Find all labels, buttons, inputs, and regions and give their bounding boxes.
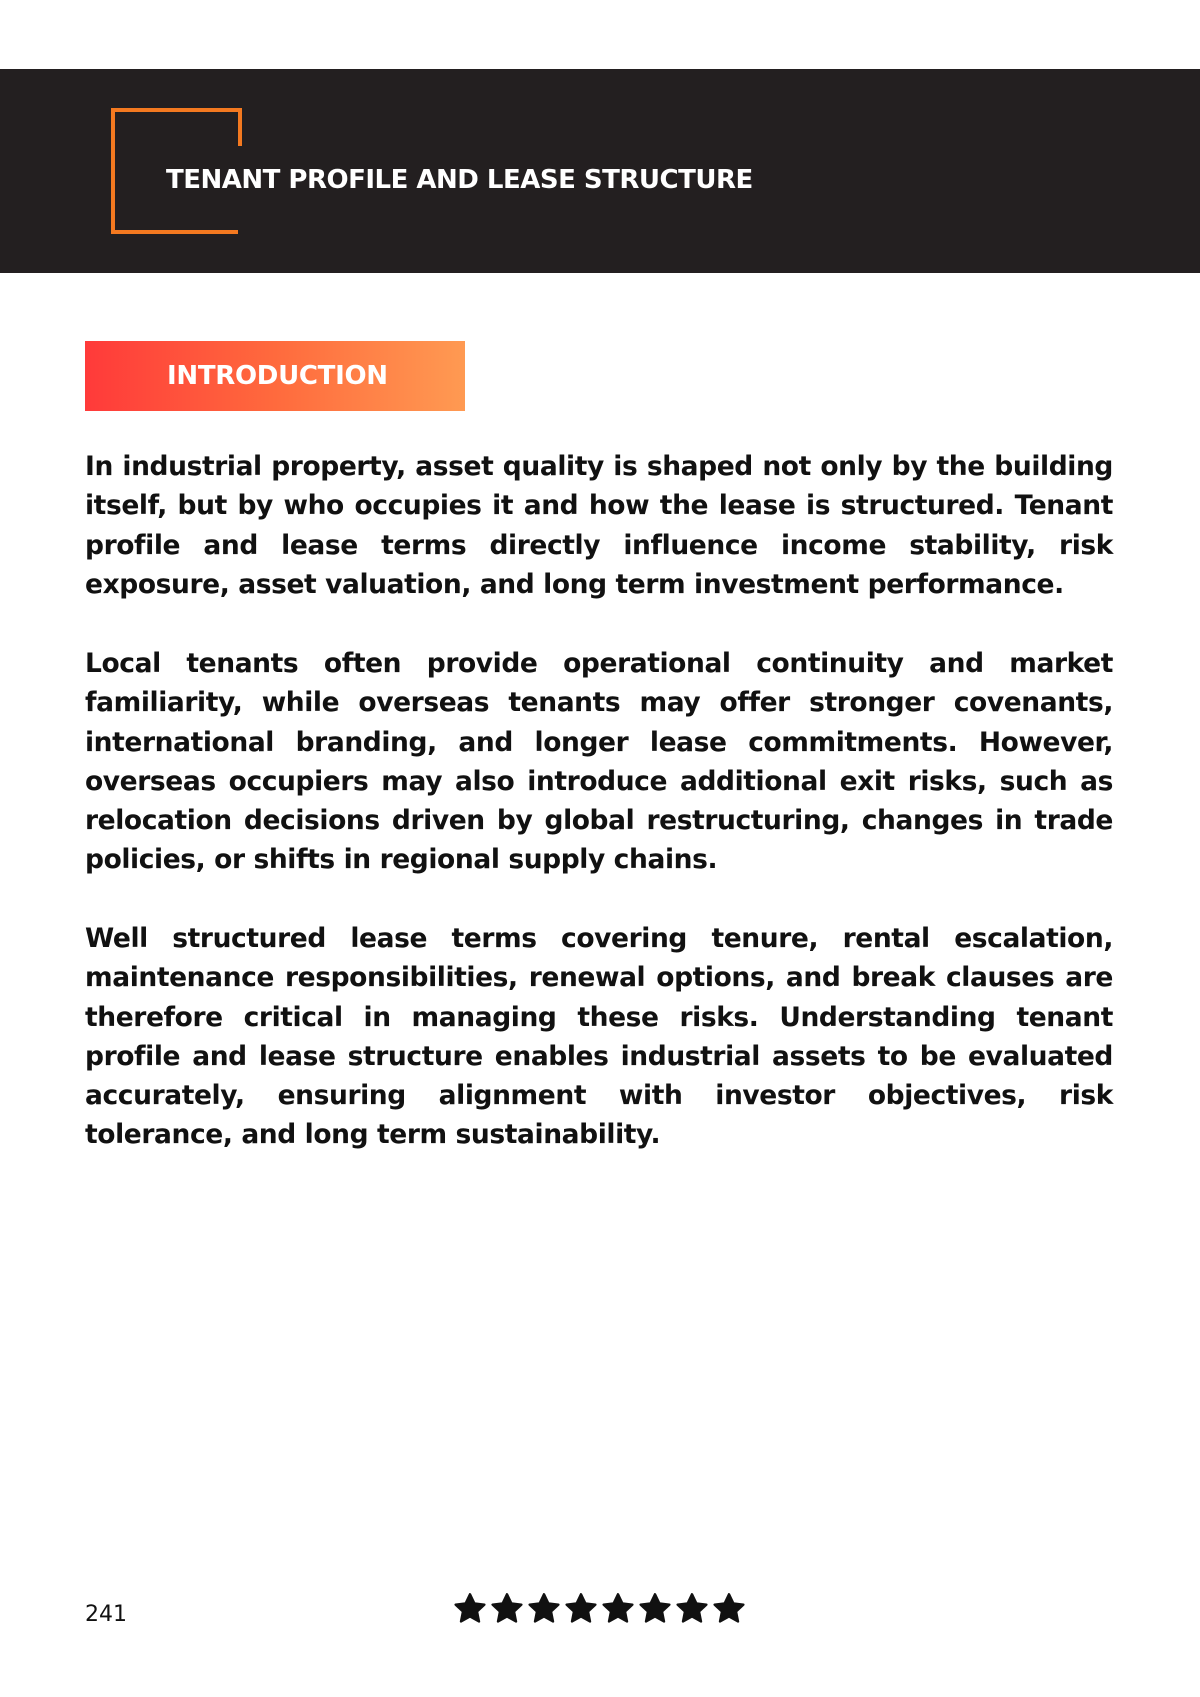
paragraph-2-block (85, 644, 1113, 880)
star-rating (452, 1591, 747, 1631)
paragraph-2: Local tenants often provide operational continuity and market familiarity, while overseas tenants may offer stronger covenants, international branding, and longer lease commitments. However, overseas occupiers may also introduce additional exit risks, such as relocation decisions driven by global restructuring, changes in trade policies, or shifts in regional supply chains. (85, 648, 1113, 876)
paragraph-3: Well structured lease terms covering tenure, rental escalation, maintenance responsibilities, renewal options, and break clauses are therefore critical in managing these risks. Understanding tenant profile and lease structure enables industrial assets to be evaluated accurately, ensuring alignment with investor objectives, risk tolerance, and long term sustainability. (85, 923, 1113, 1151)
section-label-badge (85, 341, 465, 411)
star-icon (711, 1591, 747, 1627)
page-title: TENANT PROFILE AND LEASE STRUCTURE (166, 165, 753, 195)
star-icon (526, 1591, 562, 1627)
star-icon (563, 1591, 599, 1627)
star-icon (600, 1591, 636, 1627)
section-label: INTRODUCTION (167, 361, 388, 391)
paragraph-1-block (85, 447, 1113, 604)
star-icon (452, 1591, 488, 1627)
star-icon (674, 1591, 710, 1627)
star-icon (637, 1591, 673, 1627)
paragraph-3-block (85, 919, 1113, 1155)
star-icon (489, 1591, 525, 1627)
paragraph-1: In industrial property, asset quality is shaped not only by the building itself, but by who occupies it and how the lease is structured. Tenant profile and lease terms directly influence income stability, risk exposure, asset valuation, and long term investment performance. (85, 451, 1113, 600)
page-number: 241 (85, 1602, 127, 1627)
